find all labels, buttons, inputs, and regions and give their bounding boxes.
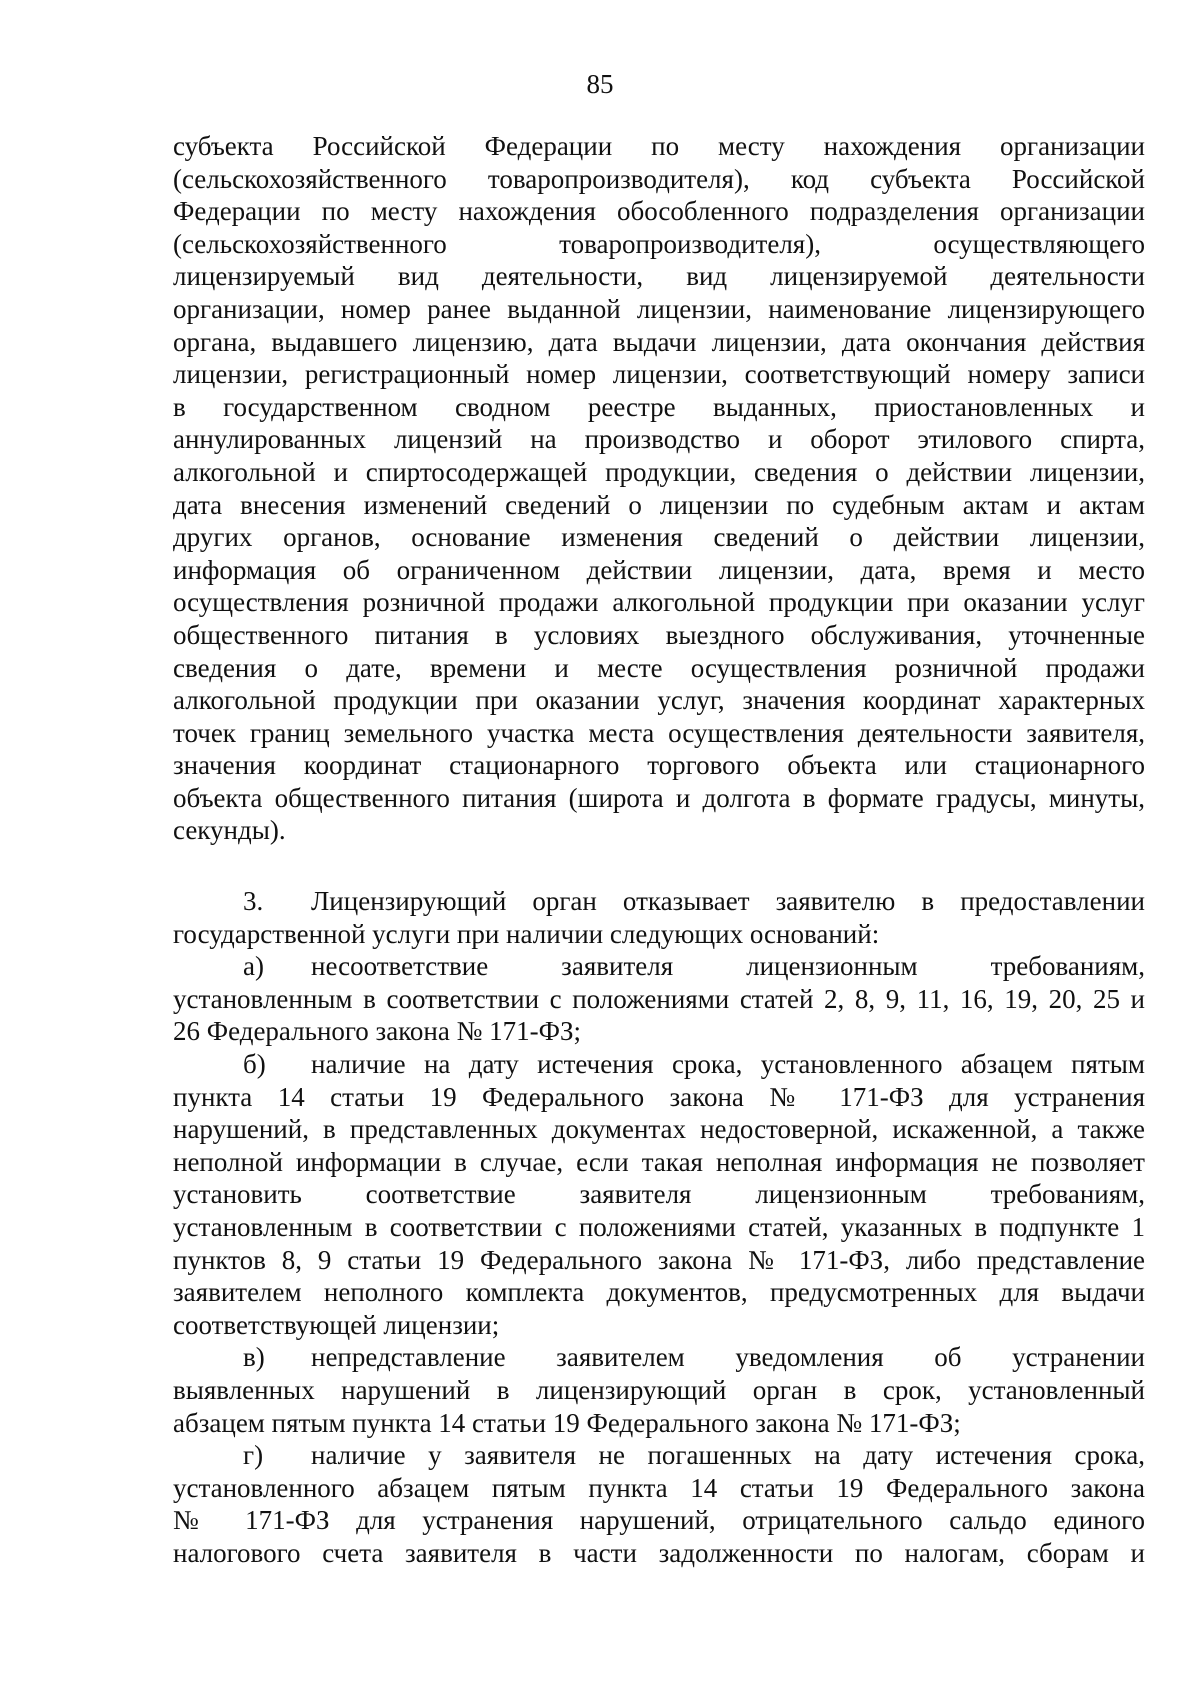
text-line: дата внесения изменений сведений о лицензии по судебным актам и актам [173, 489, 1145, 520]
text-line: установленным в соответствии с положениями статей, указанных в подпункте 1 [173, 1212, 1145, 1242]
text-line: осуществления розничной продажи алкогольной продукции при оказании услуг [173, 587, 1145, 618]
section-3-first-line [173, 885, 1145, 918]
text-line: установить соответствие заявителя лицензионным требованиям, [173, 1179, 1145, 1210]
intro-paragraph [173, 130, 1145, 847]
item-marker: б) [243, 1049, 266, 1080]
document-body [173, 130, 1145, 1570]
item-marker: в) [243, 1342, 265, 1373]
text-line: налогового счета заявителя в части задолженности по налогам, сборам и [173, 1537, 1145, 1568]
text-line: выявленных нарушений в лицензирующий орган в срок, установленный [173, 1374, 1145, 1405]
text-line: алкогольной и спиртосодержащей продукции, сведения о действии лицензии, [173, 456, 1145, 487]
text-line: органа, выдавшего лицензию, дата выдачи лицензии, дата окончания действия [173, 326, 1145, 357]
section-number: 3. [243, 886, 264, 917]
item-g [173, 1439, 1145, 1569]
text-line: заявителем неполного комплекта документов, предусмотренных для выдачи [173, 1277, 1145, 1308]
item-first-line [173, 1048, 1145, 1081]
text-line: других органов, основание изменения сведений о действии лицензии, [173, 522, 1145, 553]
item-first-line [173, 950, 1145, 983]
item-b [173, 1048, 1145, 1341]
item-marker: а) [243, 951, 264, 982]
item-first-line [173, 1341, 1145, 1374]
text-line: (сельскохозяйственного товаропроизводителя), код субъекта Российской [173, 163, 1145, 194]
text-line: соответствующей лицензии; [173, 1309, 500, 1340]
item-marker: г) [243, 1440, 264, 1471]
text-line: № 171-ФЗ для устранения нарушений, отрицательного сальдо единого [173, 1505, 1145, 1536]
text-line: секунды). [173, 815, 286, 846]
text-line: аннулированных лицензий на производство и оборот этилового спирта, [173, 424, 1145, 455]
text-line: субъекта Российской Федерации по месту нахождения организации [173, 131, 1145, 161]
section-3 [173, 885, 1145, 950]
text-line: объекта общественного питания (широта и долгота в формате градусы, минуты, [173, 782, 1145, 813]
text-line: алкогольной продукции при оказании услуг, значения координат характерных [173, 685, 1145, 716]
text-line: в государственном сводном реестре выданных, приостановленных и [173, 391, 1145, 422]
item-first-line [173, 1439, 1145, 1472]
text-line: абзацем пятым пункта 14 статьи 19 Федерального закона № 171-ФЗ; [173, 1407, 961, 1438]
text-line: пункта 14 статьи 19 Федерального закона № 171-ФЗ для устранения [173, 1081, 1145, 1112]
text-line: информация об ограниченном действии лицензии, дата, время и место [173, 554, 1145, 585]
text-line: организации, номер ранее выданной лицензии, наименование лицензирующего [173, 293, 1145, 324]
paragraph-gap [173, 847, 1145, 885]
text-line: пунктов 8, 9 статьи 19 Федерального закона № 171-ФЗ, либо представление [173, 1244, 1145, 1275]
text-line: сведения о дате, времени и месте осуществления розничной продажи [173, 652, 1145, 683]
text-line: 26 Федерального закона № 171-ФЗ; [173, 1016, 581, 1047]
text-line: точек границ земельного участка места осуществления деятельности заявителя, [173, 717, 1145, 748]
text-line: (сельскохозяйственного товаропроизводителя), осуществляющего [173, 228, 1145, 259]
text-line: государственной услуги при наличии следующих оснований: [173, 918, 880, 949]
text-line: лицензии, регистрационный номер лицензии, соответствующий номеру записи [173, 359, 1145, 390]
page-number: 85 [586, 69, 614, 99]
text-line: установленного абзацем пятым пункта 14 статьи 19 Федерального закона [173, 1472, 1145, 1503]
text-line: Федерации по месту нахождения обособленного подразделения организации [173, 196, 1145, 227]
item-text: непредставление заявителем уведомления об устранении [311, 1342, 1145, 1373]
text-line: общественного питания в условиях выездного обслуживания, уточненные [173, 619, 1145, 650]
item-text: несоответствие заявителя лицензионным требованиям, [311, 951, 1145, 982]
text-line: нарушений, в представленных документах недостоверной, искаженной, а также [173, 1114, 1145, 1145]
item-text: наличие у заявителя не погашенных на дату истечения срока, [311, 1440, 1145, 1471]
text-line: лицензируемый вид деятельности, вид лицензируемой деятельности [173, 261, 1145, 292]
text-line: неполной информации в случае, если такая неполная информация не позволяет [173, 1146, 1145, 1177]
section-3-text: Лицензирующий орган отказывает заявителю в предоставлении [311, 886, 1145, 917]
text-line: установленным в соответствии с положениями статей 2, 8, 9, 11, 16, 19, 20, 25 и [173, 983, 1145, 1014]
item-a [173, 950, 1145, 1048]
item-v [173, 1341, 1145, 1439]
item-text: наличие на дату истечения срока, установленного абзацем пятым [311, 1049, 1145, 1080]
text-line: значения координат стационарного торгового объекта или стационарного [173, 750, 1145, 781]
